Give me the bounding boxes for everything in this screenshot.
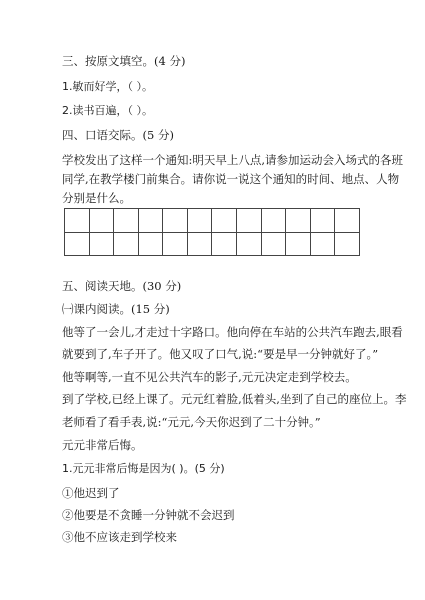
grid-cell[interactable] xyxy=(286,232,311,256)
passage-line-6: 元元非常后悔。 xyxy=(62,438,143,452)
section3-title: 三、按原文填空。(4 分) xyxy=(62,54,186,68)
option-2: ②他要是不贪睡一分钟就不会迟到 xyxy=(62,508,235,522)
grid-cell[interactable] xyxy=(237,209,262,233)
grid-cell[interactable] xyxy=(335,209,360,233)
grid-cell[interactable] xyxy=(187,209,212,233)
answer-grid[interactable] xyxy=(64,208,360,256)
section4-line-1: 学校发出了这样一个通知:明天早上八点,请参加运动会入场式的各班 xyxy=(62,153,404,167)
grid-cell[interactable] xyxy=(237,232,262,256)
grid-cell[interactable] xyxy=(65,232,90,256)
grid-cell[interactable] xyxy=(65,209,90,233)
grid-cell[interactable] xyxy=(138,232,163,256)
grid-cell[interactable] xyxy=(310,209,335,233)
grid-row xyxy=(65,232,360,256)
section5-title: 五、阅读天地。(30 分) xyxy=(62,279,182,293)
grid-cell[interactable] xyxy=(89,232,114,256)
grid-cell[interactable] xyxy=(261,232,286,256)
grid-cell[interactable] xyxy=(335,232,360,256)
grid-cell[interactable] xyxy=(163,232,188,256)
grid-row xyxy=(65,209,360,233)
passage-line-5: 老师看了看手表,说:“元元,今天你迟到了二十分钟。” xyxy=(62,415,321,429)
section5-question-1: 1.元元非常后悔是因为( )。(5 分) xyxy=(62,462,225,475)
grid-cell[interactable] xyxy=(310,232,335,256)
grid-cell[interactable] xyxy=(261,209,286,233)
grid-cell[interactable] xyxy=(212,209,237,233)
grid-cell[interactable] xyxy=(212,232,237,256)
passage-line-1: 他等了一会儿,才走过十字路口。他向停在车站的公共汽车跑去,眼看 xyxy=(62,325,403,339)
grid-cell[interactable] xyxy=(114,232,139,256)
option-1: ①他迟到了 xyxy=(62,486,120,500)
section3-question-2: 2.读书百遍，（ ）。 xyxy=(62,104,153,117)
passage-line-3: 他等啊等,一直不见公共汽车的影子,元元决定走到学校去。 xyxy=(62,370,357,384)
section5-subtitle: ㈠课内阅读。(15 分) xyxy=(62,302,170,316)
grid-cell[interactable] xyxy=(138,209,163,233)
passage-line-2: 就要到了,车子开了。他又叹了口气,说:“要是早一分钟就好了。” xyxy=(62,347,379,361)
section3-question-1: 1.敏而好学，（ ）。 xyxy=(62,80,153,93)
option-3: ③他不应该走到学校来 xyxy=(62,530,177,544)
grid-cell[interactable] xyxy=(89,209,114,233)
grid-cell[interactable] xyxy=(187,232,212,256)
section4-line-2: 同学,在教学楼门前集合。请你说一说这个通知的时间、地点、人物 xyxy=(62,172,400,186)
grid-cell[interactable] xyxy=(114,209,139,233)
passage-line-4: 到了学校,已经上课了。元元红着脸,低着头,坐到了自己的座位上。李 xyxy=(62,392,407,406)
section4-title: 四、口语交际。(5 分) xyxy=(62,128,174,142)
section4-line-3: 分别是什么。 xyxy=(62,191,131,205)
grid-cell[interactable] xyxy=(163,209,188,233)
grid-cell[interactable] xyxy=(286,209,311,233)
